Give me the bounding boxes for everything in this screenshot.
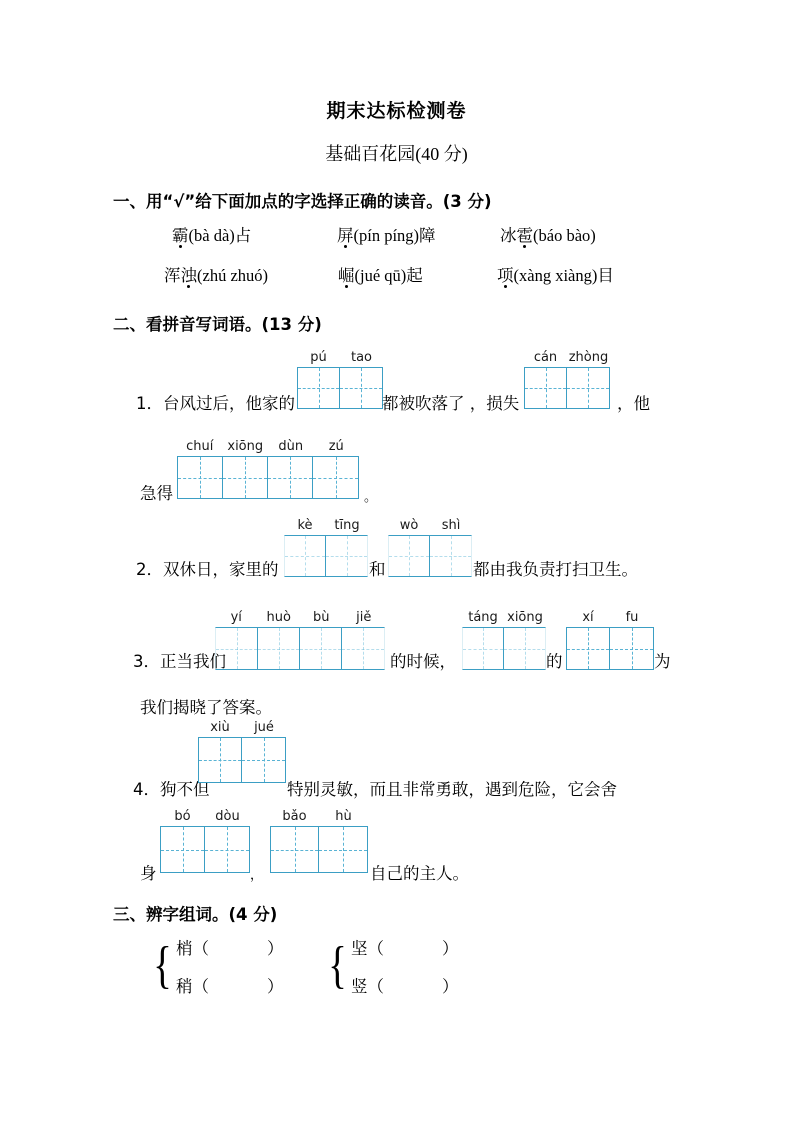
q3-open-paren: （ [367, 939, 384, 958]
tianzige-box[interactable] [524, 367, 610, 409]
tianzige-box[interactable] [284, 535, 368, 577]
tianzige-cell[interactable] [285, 536, 326, 576]
q1-row2-item1 [164, 262, 268, 286]
q2-item1-grid-canzhong[interactable] [524, 351, 610, 409]
q3-char: 坚 [350, 939, 368, 958]
pinyin-row [297, 351, 383, 367]
tianzige-box[interactable] [177, 456, 359, 499]
q1-r1-i2-dotchar: 屏 [337, 222, 354, 246]
q1-r1-i3-dotchar: 雹 [517, 222, 534, 246]
brace-icon: { [328, 937, 347, 995]
question-2-heading: 二、看拼音写词语。(13 分) [113, 315, 322, 334]
q3-close-paren: ） [441, 977, 459, 996]
tianzige-cell[interactable] [199, 738, 242, 782]
tianzige-box[interactable] [198, 737, 286, 783]
q2-item4-text-pre: 4．狗不但 [133, 780, 210, 799]
q3-close-paren: ） [266, 977, 284, 996]
q3-close-paren: ） [441, 939, 459, 958]
tianzige-box[interactable] [270, 826, 368, 873]
tianzige-cell[interactable] [567, 368, 609, 408]
tianzige-box[interactable] [388, 535, 472, 577]
tianzige-box[interactable] [566, 627, 654, 670]
tianzige-cell[interactable] [610, 628, 653, 669]
question-3-heading: 三、辨字组词。(4 分) [113, 905, 278, 924]
tianzige-cell[interactable] [504, 628, 545, 669]
section-header: 基础百花园(40 分) [325, 144, 468, 164]
pinyin-syllable: bó [174, 809, 191, 824]
pinyin-row [270, 810, 368, 826]
pinyin-syllable: wò [399, 518, 419, 533]
tianzige-cell[interactable] [268, 457, 313, 498]
q1-r2-i3-dotchar: 项 [497, 262, 514, 286]
pinyin-syllable: jué [254, 720, 274, 735]
q3-group-2 [325, 935, 458, 997]
pinyin-syllable: pú [310, 350, 327, 365]
q2-item1-grid-putao[interactable] [297, 351, 383, 409]
q1-row1-item1 [172, 222, 251, 246]
tianzige-cell[interactable] [567, 628, 610, 669]
brace-icon: { [153, 937, 172, 995]
page-title: 期末达标检测卷 [326, 100, 467, 122]
q3-char: 梢 [175, 939, 193, 958]
q1-r2-i3-post: (xàng xiàng)目 [513, 266, 614, 285]
tianzige-cell[interactable] [313, 457, 358, 498]
pinyin-row [177, 440, 359, 456]
q1-row2-item2 [338, 262, 423, 286]
q1-r1-i1-post: (bà dà)占 [188, 226, 252, 245]
brace-rows [351, 935, 459, 997]
pinyin-syllable: hù [335, 809, 352, 824]
q2-item3-grid-tangxiong[interactable] [462, 611, 546, 670]
q2-item4-text-post: 特别灵敏，而且非常勇敢，遇到危险，它会舍 [287, 780, 617, 799]
q2-item1-text-mid: 都被吹落了 ，损失 [382, 394, 520, 413]
q3-open-paren: （ [367, 977, 384, 996]
q2-item4-cont-mid: ， [250, 868, 264, 883]
pinyin-syllable: xí [582, 610, 594, 625]
tianzige-cell[interactable] [258, 628, 300, 669]
pinyin-syllable: fu [625, 610, 639, 625]
q2-item4-grid-bodou[interactable] [160, 810, 250, 873]
q3-close-paren: ） [266, 939, 284, 958]
tianzige-cell[interactable] [205, 827, 249, 872]
q3-row[interactable] [176, 935, 284, 959]
q2-item3-text-pre: 3．正当我们 [133, 652, 226, 671]
q2-item1-cont-post: 。 [364, 490, 378, 505]
q3-open-paren: （ [192, 939, 209, 958]
q1-r1-i3-pre: 冰 [500, 226, 517, 245]
pinyin-syllable: bù [313, 610, 330, 625]
tianzige-cell[interactable] [223, 457, 268, 498]
pinyin-row [284, 519, 368, 535]
q2-item2-text-pre: 2．双休日，家里的 [136, 560, 279, 579]
q2-item2-grid-woshi[interactable] [388, 519, 472, 577]
tianzige-cell[interactable] [342, 628, 384, 669]
q2-item3-grid-xifu[interactable] [566, 611, 654, 670]
tianzige-cell[interactable] [319, 827, 367, 872]
tianzige-cell[interactable] [161, 827, 205, 872]
tianzige-cell[interactable] [430, 536, 471, 576]
q2-item3-text-mid2: 的 [546, 652, 563, 671]
pinyin-syllable: kè [297, 518, 313, 533]
pinyin-syllable: táng [468, 610, 498, 625]
q2-item4-grid-xiujue[interactable] [198, 721, 286, 783]
tianzige-cell[interactable] [300, 628, 342, 669]
q2-item4-cont-pre: 身 [140, 864, 157, 883]
q3-char: 竖 [350, 977, 368, 996]
q2-item1-cont-pre: 急得 [140, 484, 173, 503]
q3-row[interactable] [351, 935, 459, 959]
q2-item1-text-pre: 1．台风过后，他家的 [136, 394, 295, 413]
q2-item2-text-post: 都由我负责打扫卫生。 [473, 560, 638, 579]
pinyin-syllable: tao [350, 350, 373, 365]
pinyin-syllable: xiù [210, 720, 230, 735]
q2-item1-text-post: ，他 [617, 394, 650, 413]
q1-r1-i1-dotchar: 霸 [172, 222, 189, 246]
tianzige-box[interactable] [297, 367, 383, 409]
pinyin-row [462, 611, 546, 627]
tianzige-cell[interactable] [216, 628, 258, 669]
pinyin-syllable: xiōng [227, 439, 264, 454]
pinyin-row [566, 611, 654, 627]
pinyin-syllable: shì [441, 518, 461, 533]
q3-group-1 [150, 935, 283, 997]
tianzige-cell[interactable] [463, 628, 504, 669]
tianzige-cell[interactable] [389, 536, 430, 576]
q3-char: 稍 [175, 977, 193, 996]
q2-item3-text-post: 为 [654, 652, 671, 671]
pinyin-row [198, 721, 286, 737]
q1-r2-i1-post: (zhú zhuó) [197, 266, 269, 285]
pinyin-syllable: tīng [334, 518, 360, 533]
pinyin-syllable: jiě [356, 610, 372, 625]
q1-row1-item3 [500, 222, 596, 246]
tianzige-cell[interactable] [242, 738, 285, 782]
tianzige-box[interactable] [215, 627, 385, 670]
q2-item4-cont-post: 自己的主人。 [370, 864, 469, 883]
q2-item1-grid-chuixiongdunzu[interactable] [177, 440, 359, 499]
q1-r2-i1-dotchar: 浊 [181, 262, 198, 286]
tianzige-cell[interactable] [340, 368, 382, 408]
q3-row[interactable] [176, 973, 284, 997]
tianzige-box[interactable] [160, 826, 250, 873]
q2-item4-grid-baohu[interactable] [270, 810, 368, 873]
q1-r1-i2-post: (pín píng)障 [353, 226, 436, 245]
tianzige-cell[interactable] [178, 457, 223, 498]
pinyin-syllable: dùn [278, 439, 304, 454]
pinyin-row [388, 519, 472, 535]
pinyin-syllable: zú [328, 439, 344, 454]
q3-open-paren: （ [192, 977, 209, 996]
pinyin-syllable: zhòng [568, 350, 609, 365]
q1-r2-i1-pre: 浑 [164, 266, 181, 285]
pinyin-syllable: cán [533, 350, 558, 365]
tianzige-cell[interactable] [326, 536, 367, 576]
question-1-heading: 一、用“√”给下面加点的字选择正确的读音。(3 分) [113, 192, 492, 211]
q1-row2-item3 [497, 262, 614, 286]
q2-item2-text-mid: 和 [369, 560, 386, 579]
q2-item3-grid-yihuobujie[interactable] [215, 611, 385, 670]
q1-row1-item2 [337, 222, 436, 246]
pinyin-syllable: bǎo [282, 809, 307, 824]
tianzige-cell[interactable] [525, 368, 567, 408]
pinyin-syllable: chuí [186, 439, 214, 454]
pinyin-syllable: huò [266, 610, 291, 625]
q2-item2-grid-keting[interactable] [284, 519, 368, 577]
pinyin-syllable: dòu [215, 809, 240, 824]
pinyin-row [160, 810, 250, 826]
pinyin-row [215, 611, 385, 627]
q2-item3-cont: 我们揭晓了答案。 [140, 698, 272, 717]
q3-row[interactable] [351, 973, 459, 997]
q2-item3-text-mid: 的时候， [390, 652, 456, 671]
pinyin-row [524, 351, 610, 367]
q1-r2-i2-post: (jué qū)起 [354, 266, 423, 285]
tianzige-cell[interactable] [271, 827, 319, 872]
tianzige-box[interactable] [462, 627, 546, 670]
q1-r2-i2-dotchar: 崛 [338, 262, 355, 286]
pinyin-syllable: yí [230, 610, 242, 625]
pinyin-syllable: xiōng [507, 610, 543, 625]
brace-rows [176, 935, 284, 997]
q1-r1-i3-post: (báo bào) [533, 226, 596, 245]
tianzige-cell[interactable] [298, 368, 340, 408]
